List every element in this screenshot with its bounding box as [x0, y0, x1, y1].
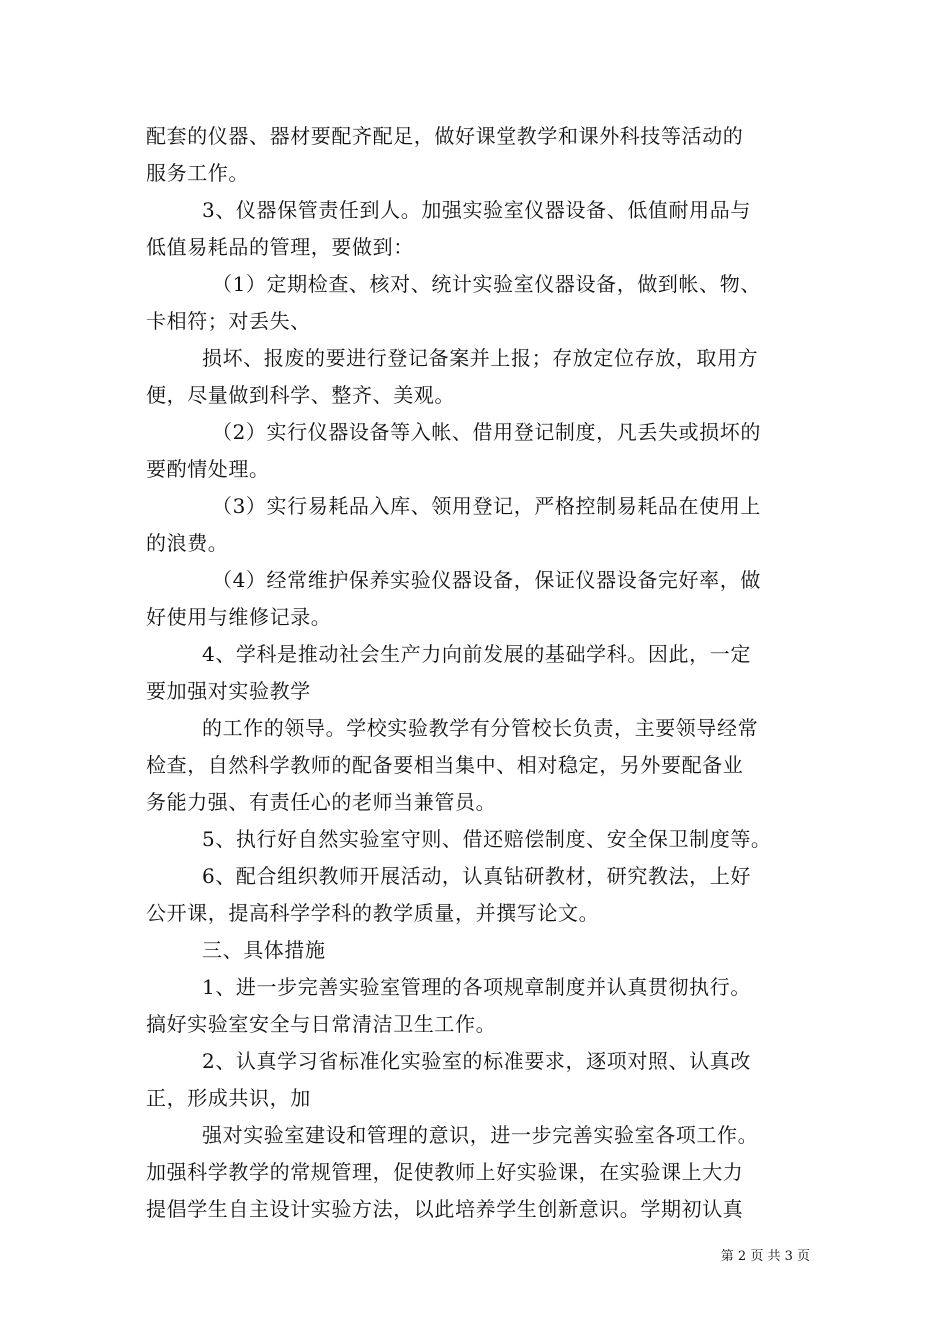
text-line: 配套的仪器、器材要配齐配足，做好课堂教学和课外科技等活动的	[146, 124, 744, 148]
text-line: 提倡学生自主设计实验方法，以此培养学生创新意识。学期初认真	[146, 1197, 744, 1221]
text-line: 的工作的领导。学校实验教学有分管校长负责，主要领导经常	[202, 716, 759, 740]
text-line: （3）实行易耗品入库、领用登记，严格控制易耗品在使用上	[212, 494, 761, 518]
text-line: 5、执行好自然实验室守则、借还赔偿制度、安全保卫制度等。	[202, 827, 772, 851]
text-line: 的浪费。	[146, 531, 229, 555]
text-line: 正，形成共识，加	[146, 1086, 311, 1110]
text-line: 4、学科是推动社会生产力向前发展的基础学科。因此，一定	[202, 642, 751, 666]
text-line: 损坏、报废的要进行登记备案并上报；存放定位存放，取用方	[202, 346, 759, 370]
text-line: 搞好实验室安全与日常清洁卫生工作。	[146, 1012, 497, 1036]
text-line: 好使用与维修记录。	[146, 605, 332, 629]
paragraph-lines	[146, 118, 810, 1228]
text-line: 6、配合组织教师开展活动，认真钻研教材，研究教法，上好	[202, 864, 751, 888]
text-line: 加强科学教学的常规管理，促使教师上好实验课，在实验课上大力	[146, 1160, 744, 1184]
text-line: （2）实行仪器设备等入帐、借用登记制度，凡丢失或损坏的	[212, 420, 761, 444]
text-line: 公开课，提高科学学科的教学质量，并撰写论文。	[146, 901, 600, 925]
text-line: 三、具体措施	[202, 938, 326, 962]
page-number: 第 2 页 共 3 页	[720, 1249, 810, 1264]
text-line: 要酌情处理。	[146, 457, 270, 481]
text-line: 务能力强、有责任心的老师当兼管员。	[146, 790, 497, 814]
document-body	[146, 118, 810, 1228]
text-line: 2、认真学习省标准化实验室的标准要求，逐项对照、认真改	[202, 1049, 751, 1073]
text-line: 便，尽量做到科学、整齐、美观。	[146, 383, 455, 407]
text-line: 卡相符；对丢失、	[146, 309, 311, 333]
text-line: 服务工作。	[146, 161, 249, 185]
text-line: 3、仪器保管责任到人。加强实验室仪器设备、低值耐用品与	[202, 198, 751, 222]
text-line: 低值易耗品的管理，要做到：	[146, 235, 414, 259]
text-line: 强对实验室建设和管理的意识，进一步完善实验室各项工作。	[202, 1123, 759, 1147]
text-line: （1）定期检查、核对、统计实验室仪器设备，做到帐、物、	[212, 272, 761, 296]
text-line: （4）经常维护保养实验仪器设备，保证仪器设备完好率，做	[212, 568, 761, 592]
text-line: 1、进一步完善实验室管理的各项规章制度并认真贯彻执行。	[202, 975, 751, 999]
text-line: 要加强对实验教学	[146, 679, 311, 703]
text-line: 检查，自然科学教师的配备要相当集中、相对稳定，另外要配备业	[146, 753, 744, 777]
